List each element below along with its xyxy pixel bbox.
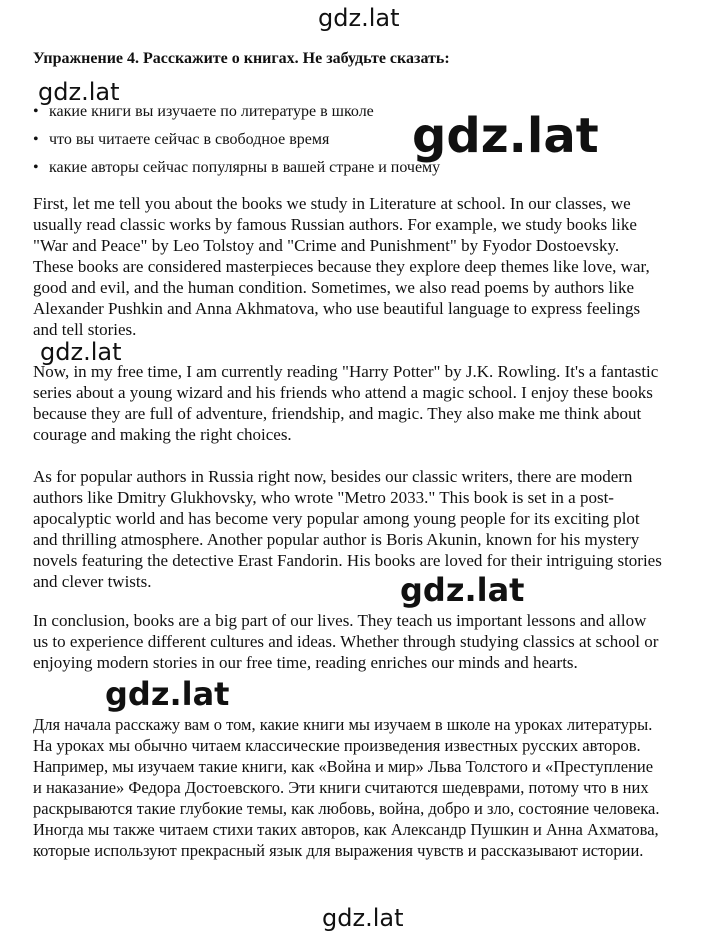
list-item-text: какие книги вы изучаете по литературе в школе: [49, 103, 374, 120]
paragraph-literature: First, let me tell you about the books we study in Literature at school. In our classes, we usually read classic works by famous Russian authors. For example, we study books like "War and Peace" by Leo Tolstoy and "Crime and Punishment" by Fyodor Dostoevsky. These books are considered masterpieces because they explore deep themes like love, war, good and evil, and the human condition. Sometimes, we also read poems by authors like Alexander Pushkin and Anna Akhmatova, who use beautiful language to express feelings and tell stories.: [33, 194, 650, 339]
paragraph-conclusion: In conclusion, books are a big part of our lives. They teach us important lessons and allow us to experience different cultures and ideas. Whether through studying classics at school or enjoying modern stories in our free time, reading enriches our minds and hearts.: [33, 611, 659, 672]
watermark-large: gdz.lat: [412, 108, 599, 164]
watermark-bold: gdz.lat: [105, 675, 230, 713]
question-list: [33, 98, 440, 182]
list-item-text: что вы читаете сейчас в свободное время: [49, 131, 330, 148]
list-item: [33, 154, 440, 182]
watermark-top: gdz.lat: [318, 4, 400, 32]
watermark-bottom: gdz.lat: [322, 904, 404, 932]
paragraph-popular-authors: As for popular authors in Russia right now, besides our classic writers, there are modern authors like Dmitry Glukhovsky, who wrote "Metro 2033." This book is set in a post-apocalyptic world and has become very popular among young people for its exciting plot and thrilling atmosphere. Another popular author is Boris Akunin, known for his mystery novels featuring the detective Erast Fandorin. His books are loved for their intriguing stories and clever twists.: [33, 467, 662, 591]
list-item: [33, 98, 440, 126]
list-item-text: какие авторы сейчас популярны в вашей стране и почему: [49, 159, 441, 176]
bullet-icon: •: [33, 103, 39, 120]
list-item: [33, 126, 440, 154]
bullet-icon: •: [33, 131, 39, 148]
bullet-icon: •: [33, 159, 39, 176]
watermark: gdz.lat: [38, 78, 120, 106]
exercise-heading: Упражнение 4. Расскажите о книгах. Не забудьте сказать:: [33, 50, 450, 67]
watermark-bold: gdz.lat: [400, 571, 525, 609]
paragraph-russian-translation: Для начала расскажу вам о том, какие книги мы изучаем в школе на уроках литературы. На уроках мы обычно читаем классические произведения известных русских авторов. Например, мы изучаем такие книги, как «Война и мир» Льва Толстого и «Преступление и наказание» Федора Достоевского. Эти книги считаются шедеврами, потому что в них раскрываются такие глубокие темы, как любовь, война, добро и зло, состояние человека. Иногда мы также читаем стихи таких авторов, как Александр Пушкин и Анна Ахматова, которые используют прекрасный язык для выражения чувств и рассказывают истории.: [33, 715, 660, 860]
watermark: gdz.lat: [40, 338, 122, 366]
paragraph-free-time: Now, in my free time, I am currently reading "Harry Potter" by J.K. Rowling. It's a fantastic series about a young wizard and his friends who attend a magic school. I enjoy these books because they are full of adventure, friendship, and magic. They also make me think about courage and making the right choices.: [33, 362, 659, 444]
